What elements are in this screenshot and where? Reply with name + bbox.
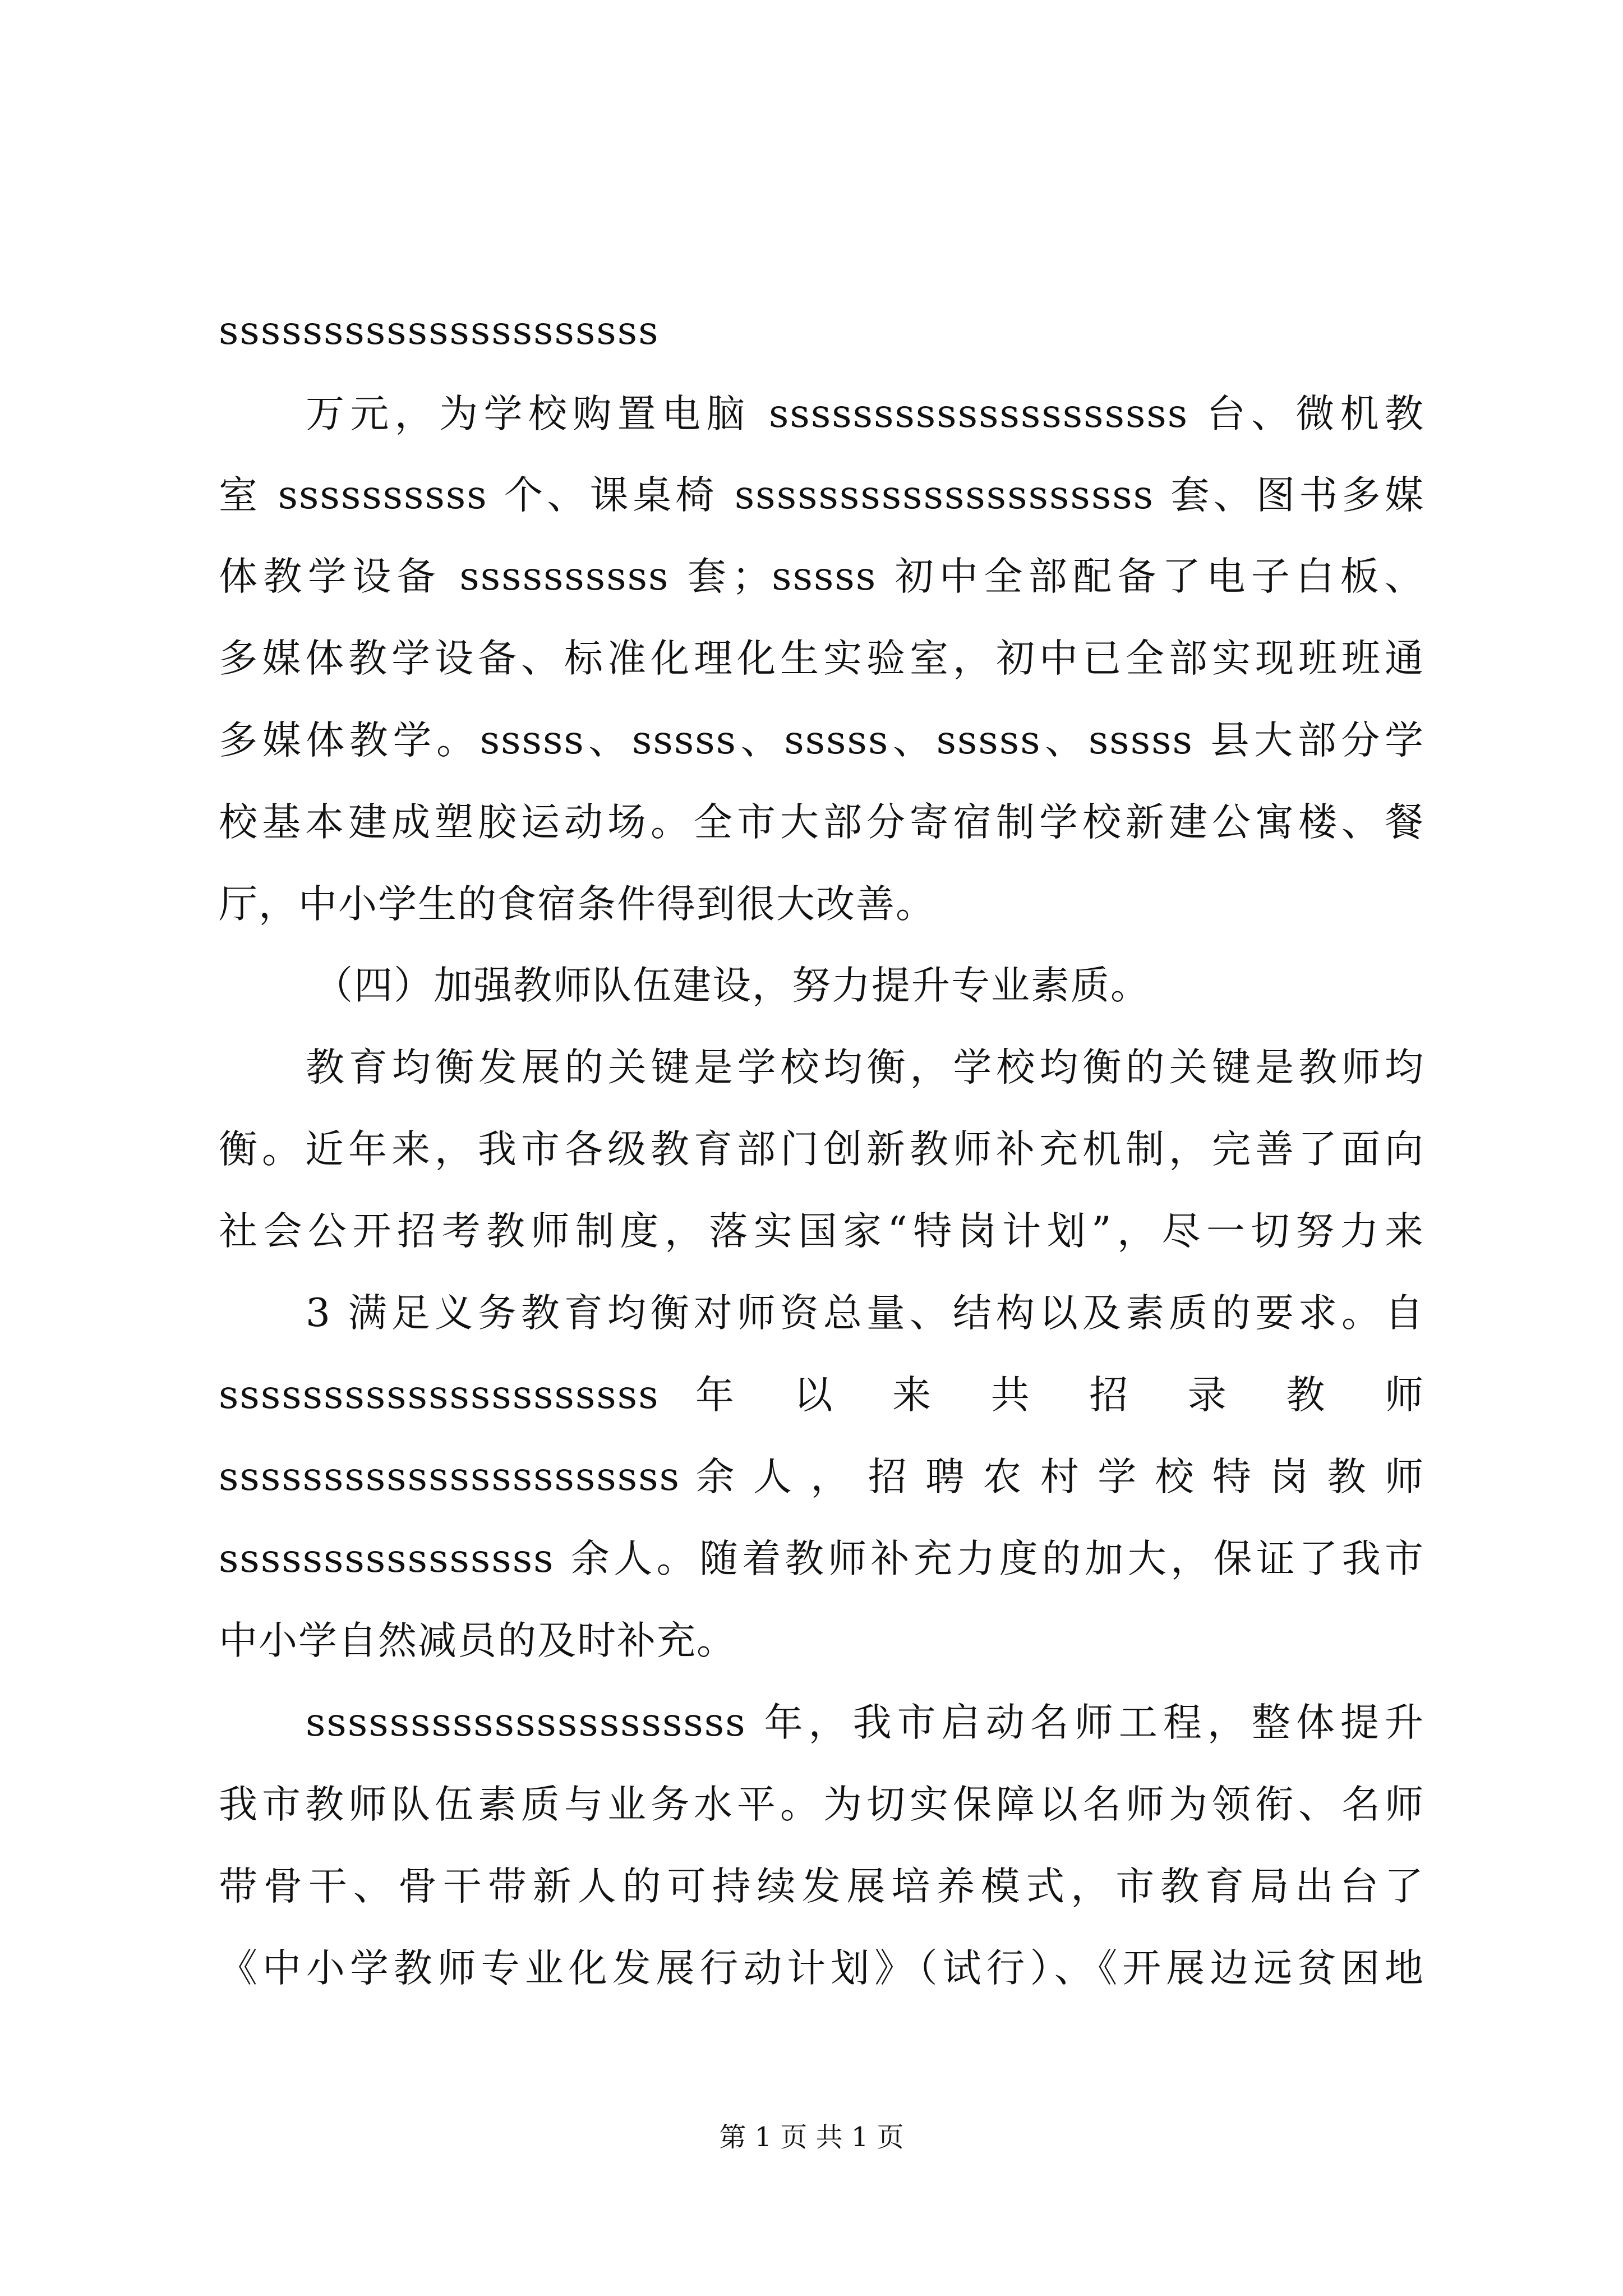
paragraph-line: 万元，为学校购置电脑 ssssssssssssssssssss 台、微机教 [306,392,1424,436]
paragraph-line: 体教学设备 ssssssssss 套；sssss 初中全部配备了电子白板、 [219,554,1424,599]
paragraph-line: 衡。近年来，我市各级教育部门创新教师补充机制，完善了面向 [219,1127,1424,1172]
paragraph-line: 中小学自然减员的及时补充。 [219,1618,736,1663]
paragraph-line: 校基本建成塑胶运动场。全市大部分寄宿制学校新建公寓楼、餐 [219,800,1424,845]
section-heading: （四）加强教师队伍建设，努力提升专业素质。 [314,963,1150,1008]
paragraph-line: ssssssssssssssssssssss 余 人 ， 招 聘 农 村 学 校 特 岗 教 师 [219,1455,1424,1499]
paragraph-line: 室 ssssssssss 个、课桌椅 ssssssssssssssssssss 套、图书多媒 [219,473,1424,518]
paragraph-line: sssssssssssssssssssss 年 以 来 共 招 录 教 师 [219,1373,1424,1418]
paragraph-line: sssssssssssssssssssss 年，我市启动名师工程，整体提升 [306,1700,1424,1745]
text-line: sssssssssssssssssssss [219,309,660,353]
paragraph-line: 带骨干、骨干带新人的可持续发展培养模式，市教育局出台了 [219,1864,1424,1909]
paragraph-line: 厅，中小学生的食宿条件得到很大改善。 [219,882,935,927]
paragraph-line: 我市教师队伍素质与业务水平。为切实保障以名师为领衔、名师 [219,1782,1424,1827]
paragraph-line: 社会公开招考教师制度，落实国家“特岗计划”，尽一切努力来 [219,1209,1424,1254]
paragraph-line: 多媒体教学设备、标准化理化生实验室，初中已全部实现班班通 [219,636,1424,681]
paragraph-line: 《中小学教师专业化发展行动计划》（试行）、《开展边远贫困地 [219,1946,1424,1991]
paragraph-line: 多媒体教学。sssss、sssss、sssss、sssss、sssss 县大部分学 [219,718,1424,763]
page-footer: 第 1 页 共 1 页 [719,2122,904,2153]
paragraph-line: ssssssssssssssss 余人。随着教师补充力度的加大，保证了我市 [219,1536,1424,1581]
paragraph-line: 教育均衡发展的关键是学校均衡，学校均衡的关键是教师均 [306,1045,1424,1090]
paragraph-line: 3 满足义务教育均衡对师资总量、结构以及素质的要求。自 [306,1291,1424,1336]
